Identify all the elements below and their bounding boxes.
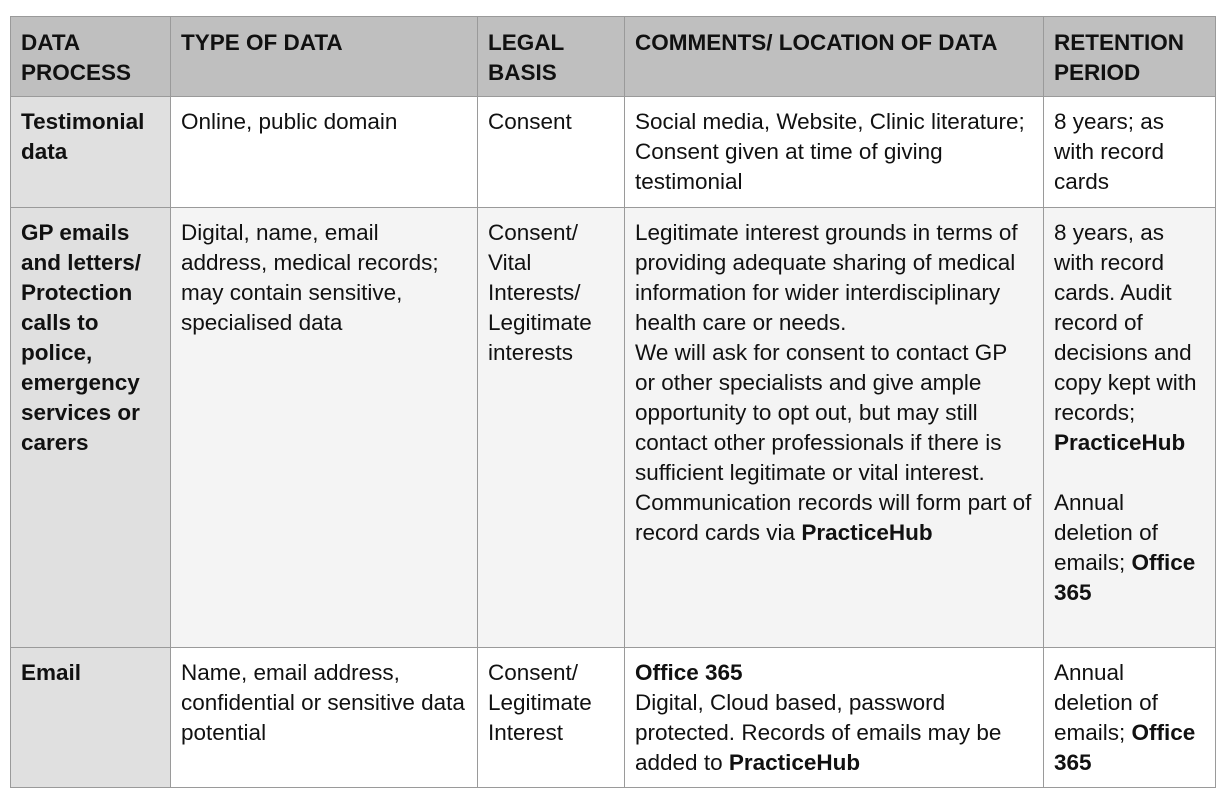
comments-paragraph: We will ask for consent to contact GP or other specialists and give ample opportunity to opt out, but may still contact other professionals if there is sufficient legitimate or vital interest. xyxy=(635,340,1007,485)
cell-retention xyxy=(1044,648,1216,788)
office365-label: Office 365 xyxy=(1054,550,1196,605)
table-row xyxy=(11,208,1216,648)
cell-type-of-data: Digital, name, email address, medical records; may contain sensitive, specialised data xyxy=(171,208,478,648)
cell-comments xyxy=(625,208,1044,648)
cell-data-process: Email xyxy=(11,648,171,788)
cell-comments xyxy=(625,648,1044,788)
practicehub-label: PracticeHub xyxy=(1054,430,1186,455)
cell-retention: 8 years; as with record cards xyxy=(1044,97,1216,208)
comments-paragraph xyxy=(635,488,1033,548)
cell-legal-basis: Consent/ Vital Interests/ Legitimate interests xyxy=(478,208,625,648)
cell-retention xyxy=(1044,208,1216,648)
table-row xyxy=(11,648,1216,788)
header-type-of-data: TYPE OF DATA xyxy=(171,17,478,97)
data-retention-table xyxy=(10,16,1216,788)
cell-type-of-data: Online, public domain xyxy=(171,97,478,208)
header-comments-location: COMMENTS/ LOCATION OF DATA xyxy=(625,17,1044,97)
comments-paragraph xyxy=(635,688,1033,778)
header-row xyxy=(11,17,1216,97)
comments-text: Communication records will form part of record cards via xyxy=(635,490,1032,545)
cell-data-process: GP emails and letters/ Protection calls to police, emergency services or carers xyxy=(11,208,171,648)
office365-label: Office 365 xyxy=(635,660,743,685)
paragraph-gap xyxy=(1054,458,1205,488)
cell-data-process: Testimonial data xyxy=(11,97,171,208)
header-legal-basis: LEGAL BASIS xyxy=(478,17,625,97)
cell-legal-basis: Consent/ Legitimate Interest xyxy=(478,648,625,788)
retention-text: 8 years, as with record cards. Audit record of decisions and copy kept with records; xyxy=(1054,220,1197,425)
retention-paragraph xyxy=(1054,218,1205,458)
comments-text: Digital, Cloud based, password protected. Records of emails may be added to xyxy=(635,690,1002,775)
office365-label: Office 365 xyxy=(1054,720,1196,775)
header-data-process: DATA PROCESS xyxy=(11,17,171,97)
practicehub-label: PracticeHub xyxy=(801,520,933,545)
cell-legal-basis: Consent xyxy=(478,97,625,208)
header-retention-period: RETENTION PERIOD xyxy=(1044,17,1216,97)
practicehub-label: PracticeHub xyxy=(728,750,861,775)
retention-text: Annual deletion of emails; xyxy=(1054,660,1158,745)
retention-text: Annual deletion of emails; xyxy=(1054,490,1158,575)
table-row xyxy=(11,97,1216,208)
cell-comments: Social media, Website, Clinic literature; Consent given at time of giving testimonial xyxy=(625,97,1044,208)
cell-type-of-data: Name, email address, confidential or sensitive data potential xyxy=(171,648,478,788)
comments-paragraph: Legitimate interest grounds in terms of providing adequate sharing of medical information for wider interdisciplinary health care or needs. xyxy=(635,220,1018,335)
retention-paragraph xyxy=(1054,488,1205,608)
retention-paragraph xyxy=(1054,658,1205,778)
